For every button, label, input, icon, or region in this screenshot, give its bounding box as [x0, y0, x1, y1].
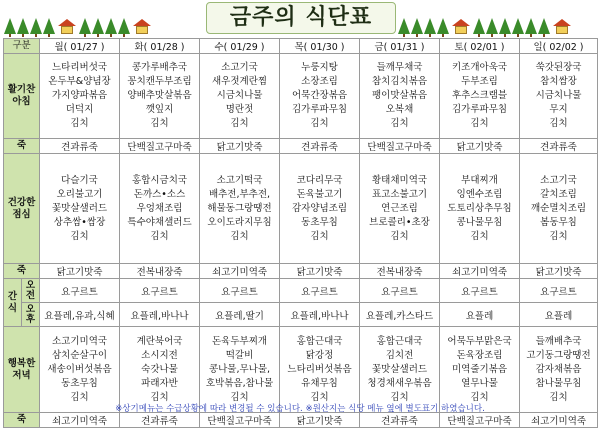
menu-item: 소고기떡국	[216, 174, 263, 186]
porridge3-sun: 쇠고기미역죽	[520, 413, 598, 428]
menu-item: 상추쌈•쌈장	[53, 216, 106, 228]
menu-item: 새우젓계란찜	[211, 76, 268, 87]
breakfast-fri	[360, 54, 440, 139]
menu-item: 들깨무채국	[376, 62, 423, 73]
porridge1-label: 죽	[4, 139, 40, 154]
porridge3-sat: 단백질고구마죽	[440, 413, 520, 428]
menu-item: 떡갈비	[225, 349, 254, 361]
menu-item: 파래자반	[141, 377, 178, 389]
menu-item: 돈육장조림	[456, 349, 503, 361]
porridge1-fri: 단백질고구마죽	[360, 139, 440, 154]
dinner-fri	[360, 327, 440, 413]
porridge3-mon: 쇠고기미역죽	[40, 413, 120, 428]
menu-item: 김치	[70, 391, 89, 403]
menu-item: 참나물무침	[535, 377, 582, 389]
dinner-row	[4, 327, 598, 413]
menu-item: 소고기미역국	[51, 335, 108, 347]
house-icon	[58, 19, 76, 34]
snack-pm-thu: 요플레,바나나	[280, 303, 360, 327]
snack-pm-wed: 요플레,딸기	[200, 303, 280, 327]
menu-item: 홍합시금치국	[131, 174, 188, 186]
menu-item: 김치	[310, 230, 329, 242]
menu-item: 홍합근대국	[376, 335, 423, 347]
snack-am-label: 오전	[22, 279, 40, 303]
lunch-label	[4, 154, 40, 264]
menu-item: 열무나물	[461, 377, 498, 389]
menu-item: 다슬기국	[61, 174, 98, 186]
snack-pm-sun: 요플레	[520, 303, 598, 327]
menu-item: 김치	[470, 118, 489, 129]
snack-label	[4, 279, 22, 327]
menu-item: 삼치순살구이	[51, 349, 108, 361]
menu-item: 김치	[150, 391, 169, 403]
dinner-thu	[280, 327, 360, 413]
menu-item: 콩나물무침	[456, 216, 503, 228]
menu-item: 김치	[390, 391, 409, 403]
snack-am-sun: 요구르트	[520, 279, 598, 303]
porridge3-thu: 닭고기맛죽	[280, 413, 360, 428]
menu-item: 호박볶음,참나물	[205, 377, 274, 389]
menu-item: 김치	[150, 118, 169, 129]
menu-item: 김치	[70, 230, 89, 242]
tree-icon	[499, 18, 511, 34]
porridge1-row	[4, 139, 598, 154]
porridge2-mon: 닭고기맛죽	[40, 264, 120, 279]
menu-item: 김가루파무침	[291, 104, 348, 115]
day-header-sun: 일( 02/02 )	[520, 39, 598, 54]
menu-item: 어묵두부맑은국	[447, 335, 512, 347]
menu-item: 김치	[470, 230, 489, 242]
menu-item: 오이도라지무침	[207, 216, 272, 228]
dinner-sun	[520, 327, 598, 413]
menu-item: 콩나물,무나물,	[208, 363, 271, 375]
lunch-row	[4, 154, 598, 264]
dinner-label-line2: 저녁	[12, 369, 31, 381]
dinner-label	[4, 327, 40, 413]
menu-item: 청경채새우볶음	[367, 377, 432, 389]
menu-item: 감자양념조림	[291, 202, 348, 214]
menu-item: 잉엔수조림	[456, 188, 503, 200]
menu-item: 두부조림	[461, 76, 498, 87]
decoration-left	[4, 14, 153, 34]
decoration-right	[398, 14, 573, 34]
menu-item: 쑥갓된장국	[535, 62, 582, 73]
porridge2-sat: 쇠고기미역죽	[440, 264, 520, 279]
tree-icon	[43, 18, 55, 34]
snack-am-thu: 요구르트	[280, 279, 360, 303]
tree-icon	[486, 18, 498, 34]
tree-icon	[105, 18, 117, 34]
porridge1-mon: 견과류죽	[40, 139, 120, 154]
menu-item: 가지양파볶음	[51, 90, 108, 101]
menu-item: 소시지전	[141, 349, 178, 361]
porridge2-wed: 쇠고기미역죽	[200, 264, 280, 279]
menu-item: 어묵간장볶음	[291, 90, 348, 101]
porridge2-row	[4, 264, 598, 279]
breakfast-row	[4, 54, 598, 139]
menu-item: 김치	[230, 230, 249, 242]
day-header-sat: 토( 02/01 )	[440, 39, 520, 54]
menu-item: 명란젓	[225, 104, 254, 115]
menu-item: 시금치나물	[216, 90, 263, 101]
menu-item: 돈까스•소스	[133, 188, 186, 200]
menu-item: 느타리버섯국	[51, 62, 108, 73]
dinner-mon	[40, 327, 120, 413]
menu-item: 소장조림	[301, 76, 338, 87]
menu-item: 닭강정	[305, 349, 334, 361]
snack-pm-tue: 요플레,바나나	[120, 303, 200, 327]
snack-label-text: 간식	[7, 290, 18, 314]
menu-item: 표고소불고기	[371, 188, 428, 200]
snack-pm-row	[4, 303, 598, 327]
menu-item: 유채무침	[301, 377, 338, 389]
tree-icon	[398, 18, 410, 34]
tree-icon	[473, 18, 485, 34]
header-corner: 구분	[4, 39, 40, 54]
porridge1-sat: 닭고기맛죽	[440, 139, 520, 154]
tree-icon	[525, 18, 537, 34]
menu-item: 김치	[390, 230, 409, 242]
snack-am-fri: 요구르트	[360, 279, 440, 303]
menu-item: 김치	[310, 118, 329, 129]
menu-item: 감자채볶음	[535, 363, 582, 375]
porridge1-thu: 견과류죽	[280, 139, 360, 154]
menu-item: 김치	[230, 118, 249, 129]
porridge2-fri: 전복내장죽	[360, 264, 440, 279]
menu-item: 오리불고기	[56, 188, 103, 200]
menu-item: 특수야채샐러드	[127, 216, 192, 228]
menu-item: 김가루파무침	[451, 104, 508, 115]
menu-item: 꽃맛살샐러드	[371, 363, 428, 375]
house-icon	[553, 19, 571, 34]
porridge1-sun: 견과류죽	[520, 139, 598, 154]
tree-icon	[411, 18, 423, 34]
menu-item: 깨순멸치조림	[530, 202, 587, 214]
menu-item: 우엉채조림	[136, 202, 183, 214]
menu-item: 황태채미역국	[371, 174, 428, 186]
menu-item: 김치	[230, 391, 249, 403]
menu-item: 들깨배추국	[535, 335, 582, 347]
menu-item: 꽃맛살샐러드	[51, 202, 108, 214]
house-icon	[133, 19, 151, 34]
porridge2-sun: 닭고기맛죽	[520, 264, 598, 279]
menu-item: 브로콜리•초장	[369, 216, 430, 228]
menu-item: 소고기국	[221, 62, 258, 73]
day-header-mon: 월( 01/27 )	[40, 39, 120, 54]
day-header-tue: 화( 01/28 )	[120, 39, 200, 54]
snack-pm-mon: 요플레,유과,식혜	[40, 303, 120, 327]
menu-item: 계란북어국	[136, 335, 183, 347]
menu-item: 봄동무침	[540, 216, 577, 228]
menu-item: 해물동그랑땡전	[207, 202, 272, 214]
dinner-wed	[200, 327, 280, 413]
footer-note: ※상기메뉴는 수급상황에 따라 변경될 수 있습니다. ※원산지는 식당 메뉴 옆에 별도표기 하였습니다.	[115, 404, 485, 414]
lunch-sat	[440, 154, 520, 264]
menu-item: 연근조림	[381, 202, 418, 214]
lunch-fri	[360, 154, 440, 264]
menu-item: 김치	[470, 391, 489, 403]
menu-item: 배추전,부추전,	[208, 188, 271, 200]
menu-item: 도토리상추무침	[447, 202, 512, 214]
snack-pm-fri: 요플레,카스타드	[360, 303, 440, 327]
day-header-fri: 금( 01/31 )	[360, 39, 440, 54]
lunch-thu	[280, 154, 360, 264]
menu-item: 코다리무국	[296, 174, 343, 186]
house-icon	[452, 19, 470, 34]
menu-item: 김치	[150, 230, 169, 242]
breakfast-label-line2: 아침	[12, 96, 31, 107]
tree-icon	[30, 18, 42, 34]
menu-item: 참치쌈장	[540, 76, 577, 87]
breakfast-thu	[280, 54, 360, 139]
snack-am-row	[4, 279, 598, 303]
menu-item: 김치	[310, 391, 329, 403]
menu-item: 후추스크램블	[451, 90, 508, 101]
tree-icon	[79, 18, 91, 34]
lunch-label-line1: 건강한	[7, 196, 36, 208]
porridge2-label: 죽	[4, 264, 40, 279]
porridge2-tue: 전복내장죽	[120, 264, 200, 279]
breakfast-label-line1: 활기찬	[7, 84, 36, 95]
breakfast-sat	[440, 54, 520, 139]
menu-item: 새송이버섯볶음	[47, 363, 112, 375]
menu-table	[3, 38, 598, 428]
page-title: 금주의 식단표	[206, 2, 396, 34]
porridge1-tue: 단백질고구마죽	[120, 139, 200, 154]
lunch-label-line2: 점심	[12, 208, 31, 220]
day-header-thu: 목( 01/30 )	[280, 39, 360, 54]
dinner-tue	[120, 327, 200, 413]
menu-item: 시금치나물	[535, 90, 582, 101]
lunch-sun	[520, 154, 598, 264]
menu-item: 온두부&양념장	[48, 76, 111, 87]
lunch-wed	[200, 154, 280, 264]
menu-item: 동초무침	[61, 377, 98, 389]
menu-item: 김치전	[385, 349, 414, 361]
breakfast-wed	[200, 54, 280, 139]
menu-item: 김치	[390, 118, 409, 129]
menu-item: 누룽지탕	[301, 62, 338, 73]
tree-icon	[538, 18, 550, 34]
menu-item: 김치	[549, 391, 568, 403]
tree-icon	[4, 18, 16, 34]
breakfast-tue	[120, 54, 200, 139]
menu-item: 참치김치볶음	[371, 76, 428, 87]
menu-item: 깻잎지	[145, 104, 174, 115]
menu-item: 동초무침	[301, 216, 338, 228]
lunch-mon	[40, 154, 120, 264]
breakfast-label	[4, 54, 40, 139]
menu-item: 김치	[549, 230, 568, 242]
dinner-label-line1: 행복한	[7, 357, 36, 369]
menu-item: 미역줄기볶음	[451, 363, 508, 375]
lunch-tue	[120, 154, 200, 264]
menu-item: 부대찌개	[461, 174, 498, 186]
snack-am-tue: 요구르트	[120, 279, 200, 303]
menu-item: 돈육두부찌개	[211, 335, 268, 347]
porridge3-fri: 견과류죽	[360, 413, 440, 428]
menu-item: 갈치조림	[540, 188, 577, 200]
menu-item: 고기동그랑땡전	[526, 349, 591, 361]
snack-pm-label: 오후	[22, 303, 40, 327]
menu-item: 키조개아욱국	[451, 62, 508, 73]
porridge3-label: 죽	[4, 413, 40, 428]
tree-icon	[437, 18, 449, 34]
snack-am-sat: 요구르트	[440, 279, 520, 303]
menu-item: 김치	[549, 118, 568, 129]
menu-item: 양배추맛살볶음	[127, 90, 192, 101]
menu-item: 오복채	[385, 104, 414, 115]
porridge3-tue: 견과류죽	[120, 413, 200, 428]
tree-icon	[424, 18, 436, 34]
menu-item: 숙갓나물	[141, 363, 178, 375]
tree-icon	[512, 18, 524, 34]
menu-item: 김치	[70, 118, 89, 129]
menu-item: 돈육불고기	[296, 188, 343, 200]
snack-pm-sat: 요플레	[440, 303, 520, 327]
menu-item: 꽁치캔두부조림	[127, 76, 192, 87]
menu-item: 느타리버섯볶음	[287, 363, 352, 375]
tree-icon	[17, 18, 29, 34]
breakfast-mon	[40, 54, 120, 139]
snack-am-mon: 요구르트	[40, 279, 120, 303]
tree-icon	[92, 18, 104, 34]
porridge3-wed: 단백질고구마죽	[200, 413, 280, 428]
menu-item: 팽이맛살볶음	[371, 90, 428, 101]
header	[0, 0, 600, 38]
porridge2-thu: 닭고기맛죽	[280, 264, 360, 279]
day-header-wed: 수( 01/29 )	[200, 39, 280, 54]
menu-item: 더덕지	[65, 104, 94, 115]
menu-item: 무지	[549, 104, 568, 115]
dinner-sat	[440, 327, 520, 413]
snack-am-wed: 요구르트	[200, 279, 280, 303]
menu-item: 소고기국	[540, 174, 577, 186]
menu-item: 홍합근대국	[296, 335, 343, 347]
menu-item: 콩가루배추국	[131, 62, 188, 73]
porridge1-wed: 닭고기맛죽	[200, 139, 280, 154]
tree-icon	[118, 18, 130, 34]
breakfast-sun	[520, 54, 598, 139]
